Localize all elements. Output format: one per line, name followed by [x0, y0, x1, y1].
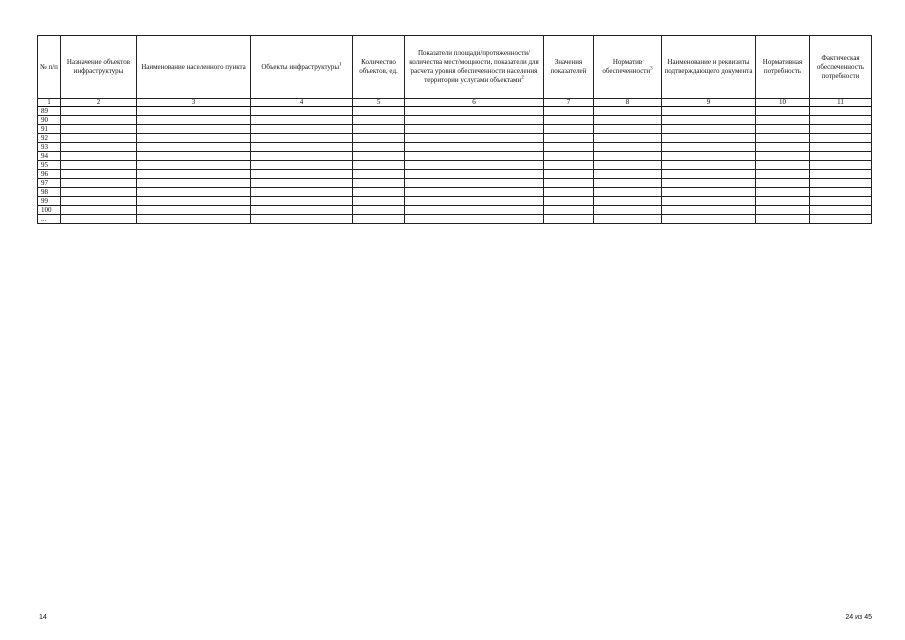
empty-cell [594, 161, 662, 170]
empty-cell [353, 215, 405, 224]
header-label: Количество объектов, ед. [359, 58, 398, 75]
empty-cell [810, 152, 872, 161]
empty-cell [544, 170, 594, 179]
empty-cell [251, 161, 353, 170]
empty-cell [810, 197, 872, 206]
empty-cell [353, 134, 405, 143]
empty-cell [594, 197, 662, 206]
empty-cell [61, 179, 137, 188]
row-number-cell: 91 [38, 125, 61, 134]
table-row [38, 134, 872, 143]
empty-cell [405, 143, 544, 152]
empty-cell [61, 143, 137, 152]
empty-cell [251, 143, 353, 152]
empty-cell [405, 179, 544, 188]
empty-cell [405, 197, 544, 206]
header-label: Показатели площади/протяженности/количества мест/мощности, показатели для расчета уровня обеспеченности населения территории услугами объектами [409, 49, 539, 84]
header-cell [544, 36, 594, 99]
empty-cell [662, 107, 756, 116]
empty-cell [137, 188, 251, 197]
empty-cell [251, 107, 353, 116]
empty-cell [137, 170, 251, 179]
empty-cell [405, 134, 544, 143]
header-cell [756, 36, 810, 99]
empty-cell [662, 116, 756, 125]
empty-cell [353, 206, 405, 215]
footnote-marker: 3 [650, 66, 653, 72]
empty-cell [662, 188, 756, 197]
row-number-cell: 99 [38, 197, 61, 206]
empty-cell [594, 125, 662, 134]
empty-cell [756, 125, 810, 134]
header-cell [251, 36, 353, 99]
row-number-cell: ... [38, 215, 61, 224]
empty-cell [137, 197, 251, 206]
row-number-cell: 98 [38, 188, 61, 197]
empty-cell [61, 188, 137, 197]
empty-cell [137, 206, 251, 215]
empty-cell [756, 143, 810, 152]
empty-cell [544, 197, 594, 206]
header-cell [662, 36, 756, 99]
empty-cell [544, 161, 594, 170]
empty-cell [405, 152, 544, 161]
empty-cell [137, 125, 251, 134]
empty-cell [662, 143, 756, 152]
header-cell [61, 36, 137, 99]
empty-cell [353, 143, 405, 152]
footer-page-counter: 24 из 45 [845, 614, 872, 621]
empty-cell [594, 116, 662, 125]
header-label: Нормативная потребность [762, 58, 803, 75]
empty-cell [405, 215, 544, 224]
empty-cell [61, 161, 137, 170]
empty-cell [137, 161, 251, 170]
empty-cell [405, 107, 544, 116]
empty-cell [594, 134, 662, 143]
empty-cell [756, 107, 810, 116]
empty-cell [61, 152, 137, 161]
empty-cell [756, 197, 810, 206]
empty-cell [662, 215, 756, 224]
row-number-cell: 96 [38, 170, 61, 179]
empty-cell [544, 134, 594, 143]
empty-cell [662, 161, 756, 170]
empty-cell [353, 161, 405, 170]
row-number-cell: 90 [38, 116, 61, 125]
empty-cell [405, 161, 544, 170]
column-number-cell: 3 [137, 99, 251, 107]
column-number-cell: 11 [810, 99, 872, 107]
table-row [38, 161, 872, 170]
table-row [38, 125, 872, 134]
header-cell [38, 36, 61, 99]
table-row [38, 215, 872, 224]
table-row [38, 107, 872, 116]
empty-cell [662, 170, 756, 179]
empty-cell [137, 107, 251, 116]
empty-cell [251, 197, 353, 206]
empty-cell [810, 179, 872, 188]
column-number-cell: 8 [594, 99, 662, 107]
empty-cell [137, 134, 251, 143]
header-cell [137, 36, 251, 99]
empty-cell [810, 215, 872, 224]
empty-cell [251, 170, 353, 179]
table-row [38, 206, 872, 215]
empty-cell [810, 188, 872, 197]
footnote-marker: 2 [521, 75, 524, 81]
empty-cell [251, 116, 353, 125]
empty-cell [353, 107, 405, 116]
row-number-cell: 89 [38, 107, 61, 116]
empty-cell [137, 143, 251, 152]
empty-cell [251, 206, 353, 215]
empty-cell [594, 143, 662, 152]
empty-cell [544, 188, 594, 197]
empty-cell [662, 125, 756, 134]
header-cell [405, 36, 544, 99]
empty-cell [810, 143, 872, 152]
empty-cell [662, 134, 756, 143]
empty-cell [251, 152, 353, 161]
empty-cell [353, 188, 405, 197]
table-row [38, 197, 872, 206]
empty-cell [137, 179, 251, 188]
empty-cell [756, 170, 810, 179]
empty-cell [353, 125, 405, 134]
header-row [38, 36, 872, 99]
empty-cell [251, 215, 353, 224]
table-row [38, 152, 872, 161]
empty-cell [662, 179, 756, 188]
row-number-cell: 95 [38, 161, 61, 170]
empty-cell [662, 206, 756, 215]
empty-cell [137, 116, 251, 125]
empty-cell [810, 206, 872, 215]
empty-cell [594, 215, 662, 224]
empty-cell [810, 134, 872, 143]
data-table [37, 35, 872, 224]
column-number-cell: 2 [61, 99, 137, 107]
empty-cell [810, 170, 872, 179]
table-row [38, 143, 872, 152]
column-number-cell: 9 [662, 99, 756, 107]
empty-cell [61, 215, 137, 224]
header-label: Наименование и реквизиты подтверждающего документа [664, 58, 753, 75]
header-cell [810, 36, 872, 99]
empty-cell [544, 125, 594, 134]
empty-cell [137, 152, 251, 161]
table-row [38, 170, 872, 179]
empty-cell [594, 107, 662, 116]
empty-cell [544, 152, 594, 161]
empty-cell [662, 197, 756, 206]
header-label: Назначение объектов инфраструктуры [66, 58, 131, 75]
header-cell [353, 36, 405, 99]
empty-cell [756, 179, 810, 188]
empty-cell [353, 170, 405, 179]
table-row [38, 116, 872, 125]
empty-cell [251, 179, 353, 188]
empty-cell [662, 152, 756, 161]
row-number-cell: 100 [38, 206, 61, 215]
header-label: Объекты инфраструктуры [261, 62, 340, 71]
empty-cell [61, 197, 137, 206]
column-number-cell: 10 [756, 99, 810, 107]
empty-cell [353, 179, 405, 188]
footer-page-number: 14 [39, 614, 47, 621]
header-label: № п/п [40, 62, 58, 71]
empty-cell [544, 215, 594, 224]
empty-cell [544, 206, 594, 215]
empty-cell [61, 125, 137, 134]
empty-cell [544, 143, 594, 152]
header-label: Норматив обеспеченности [602, 58, 651, 75]
empty-cell [251, 125, 353, 134]
row-number-cell: 97 [38, 179, 61, 188]
header-label: Наименование населенного пункта [141, 62, 246, 71]
empty-cell [353, 152, 405, 161]
footnote-marker: 1 [339, 62, 342, 68]
empty-cell [405, 188, 544, 197]
column-number-cell: 5 [353, 99, 405, 107]
empty-cell [594, 179, 662, 188]
row-number-cell: 93 [38, 143, 61, 152]
column-number-cell: 7 [544, 99, 594, 107]
empty-cell [405, 125, 544, 134]
empty-cell [544, 179, 594, 188]
empty-cell [756, 206, 810, 215]
column-number-cell: 4 [251, 99, 353, 107]
empty-cell [405, 116, 544, 125]
empty-cell [756, 134, 810, 143]
empty-cell [61, 107, 137, 116]
empty-cell [594, 170, 662, 179]
empty-cell [594, 188, 662, 197]
table-body [38, 107, 872, 224]
empty-cell [756, 215, 810, 224]
header-label: Значения показателей [550, 58, 587, 75]
empty-cell [756, 116, 810, 125]
table-row [38, 179, 872, 188]
empty-cell [251, 188, 353, 197]
empty-cell [594, 152, 662, 161]
empty-cell [61, 134, 137, 143]
column-number-row [38, 99, 872, 107]
empty-cell [544, 107, 594, 116]
table-row [38, 188, 872, 197]
empty-cell [544, 116, 594, 125]
empty-cell [810, 107, 872, 116]
row-number-cell: 94 [38, 152, 61, 161]
empty-cell [251, 134, 353, 143]
empty-cell [810, 125, 872, 134]
empty-cell [810, 161, 872, 170]
empty-cell [353, 197, 405, 206]
column-number-cell: 1 [38, 99, 61, 107]
empty-cell [756, 188, 810, 197]
empty-cell [61, 206, 137, 215]
empty-cell [405, 206, 544, 215]
column-number-cell: 6 [405, 99, 544, 107]
header-cell [594, 36, 662, 99]
empty-cell [137, 215, 251, 224]
empty-cell [61, 116, 137, 125]
empty-cell [810, 116, 872, 125]
empty-cell [594, 206, 662, 215]
header-label: Фактическая обеспеченность потребности [816, 53, 865, 80]
row-number-cell: 92 [38, 134, 61, 143]
empty-cell [756, 161, 810, 170]
empty-cell [61, 170, 137, 179]
empty-cell [756, 152, 810, 161]
empty-cell [353, 116, 405, 125]
empty-cell [405, 170, 544, 179]
